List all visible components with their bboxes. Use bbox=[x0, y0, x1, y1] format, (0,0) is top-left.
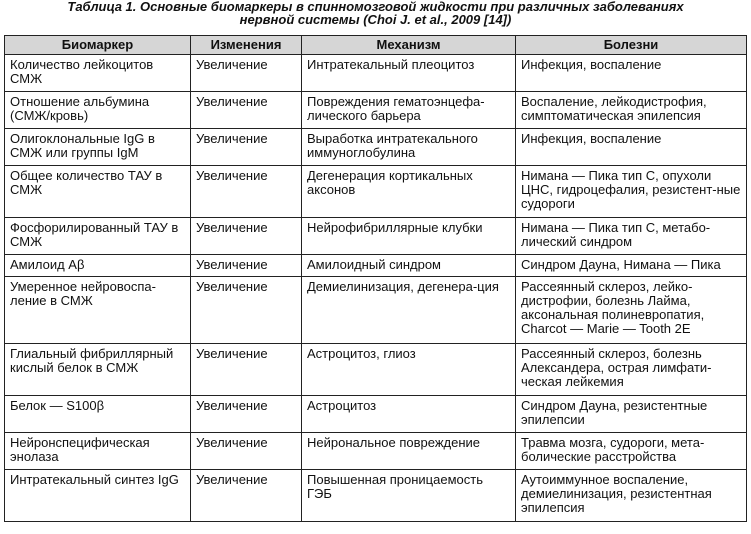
changes-cell: Увеличение bbox=[191, 92, 302, 129]
mechanism-cell: Дегенерация кортикальных аксонов bbox=[302, 166, 516, 218]
table-row bbox=[5, 396, 747, 433]
mechanism-cell: Астроцитоз, глиоз bbox=[302, 344, 516, 396]
table-caption bbox=[0, 0, 751, 26]
diseases-cell: Инфекция, воспаление bbox=[516, 129, 747, 166]
caption-line-1: Таблица 1. Основные биомаркеры в спинномозговой жидкости при различных заболеваниях bbox=[67, 0, 684, 14]
diseases-cell: Рассеянный склероз, болезнь Александера, острая лимфати-ческая лейкемия bbox=[516, 344, 747, 396]
changes-cell: Увеличение bbox=[191, 255, 302, 277]
changes-cell: Увеличение bbox=[191, 470, 302, 522]
biomarker-cell: Олигоклональные IgG в СМЖ или группы IgM bbox=[5, 129, 191, 166]
table-row bbox=[5, 55, 747, 92]
diseases-cell: Рассеянный склероз, лейко-дистрофии, болезнь Лайма, аксональная полиневропатия, Charcot — Marie — Tooth 2E bbox=[516, 277, 747, 344]
mechanism-cell: Демиелинизация, дегенера-ция bbox=[302, 277, 516, 344]
diseases-cell: Воспаление, лейкодистрофия, симптоматическая эпилепсия bbox=[516, 92, 747, 129]
diseases-cell: Аутоиммунное воспаление, демиелинизация, резистентная эпилепсия bbox=[516, 470, 747, 522]
header-mechanism: Механизм bbox=[302, 36, 516, 55]
mechanism-cell: Повреждения гематоэнцефа-лического барьера bbox=[302, 92, 516, 129]
changes-cell: Увеличение bbox=[191, 55, 302, 92]
header-changes: Изменения bbox=[191, 36, 302, 55]
mechanism-cell: Нейрональное повреждение bbox=[302, 433, 516, 470]
biomarker-cell: Отношение альбумина (СМЖ/кровь) bbox=[5, 92, 191, 129]
changes-cell: Увеличение bbox=[191, 129, 302, 166]
mechanism-cell: Астроцитоз bbox=[302, 396, 516, 433]
biomarker-cell: Интратекальный синтез IgG bbox=[5, 470, 191, 522]
table-header bbox=[5, 36, 747, 55]
biomarker-cell: Глиальный фибриллярный кислый белок в СМЖ bbox=[5, 344, 191, 396]
mechanism-cell: Повышенная проницаемость ГЭБ bbox=[302, 470, 516, 522]
header-row bbox=[5, 36, 747, 55]
table-row bbox=[5, 470, 747, 522]
table-row bbox=[5, 433, 747, 470]
table-row bbox=[5, 129, 747, 166]
table-body bbox=[5, 55, 747, 522]
biomarkers-table bbox=[4, 35, 747, 522]
changes-cell: Увеличение bbox=[191, 166, 302, 218]
caption-line-2: нервной системы (Choi J. et al., 2009 [14]) bbox=[239, 12, 512, 27]
biomarker-cell: Нейронспецифическая энолаза bbox=[5, 433, 191, 470]
mechanism-cell: Амилоидный синдром bbox=[302, 255, 516, 277]
header-diseases: Болезни bbox=[516, 36, 747, 55]
mechanism-cell: Интратекальный плеоцитоз bbox=[302, 55, 516, 92]
mechanism-cell: Выработка интратекального иммуноглобулина bbox=[302, 129, 516, 166]
diseases-cell: Синдром Дауна, резистентные эпилепсии bbox=[516, 396, 747, 433]
changes-cell: Увеличение bbox=[191, 344, 302, 396]
changes-cell: Увеличение bbox=[191, 396, 302, 433]
diseases-cell: Нимана — Пика тип С, метабо-лический синдром bbox=[516, 218, 747, 255]
diseases-cell: Инфекция, воспаление bbox=[516, 55, 747, 92]
mechanism-cell: Нейрофибриллярные клубки bbox=[302, 218, 516, 255]
diseases-cell: Синдром Дауна, Нимана — Пика bbox=[516, 255, 747, 277]
table-row bbox=[5, 255, 747, 277]
header-biomarker: Биомаркер bbox=[5, 36, 191, 55]
table-row bbox=[5, 277, 747, 344]
table-row bbox=[5, 344, 747, 396]
table-row bbox=[5, 92, 747, 129]
biomarker-cell: Белок — S100β bbox=[5, 396, 191, 433]
biomarker-cell: Амилоид Aβ bbox=[5, 255, 191, 277]
biomarker-cell: Умеренное нейровоспа-ление в СМЖ bbox=[5, 277, 191, 344]
changes-cell: Увеличение bbox=[191, 433, 302, 470]
changes-cell: Увеличение bbox=[191, 218, 302, 255]
diseases-cell: Травма мозга, судороги, мета-болические расстройства bbox=[516, 433, 747, 470]
table-row bbox=[5, 218, 747, 255]
biomarker-cell: Фосфорилированный ТАУ в СМЖ bbox=[5, 218, 191, 255]
table-row bbox=[5, 166, 747, 218]
diseases-cell: Нимана — Пика тип С, опухоли ЦНС, гидроцефалия, резистент-ные судороги bbox=[516, 166, 747, 218]
biomarker-cell: Количество лейкоцитов СМЖ bbox=[5, 55, 191, 92]
biomarker-cell: Общее количество ТАУ в СМЖ bbox=[5, 166, 191, 218]
changes-cell: Увеличение bbox=[191, 277, 302, 344]
